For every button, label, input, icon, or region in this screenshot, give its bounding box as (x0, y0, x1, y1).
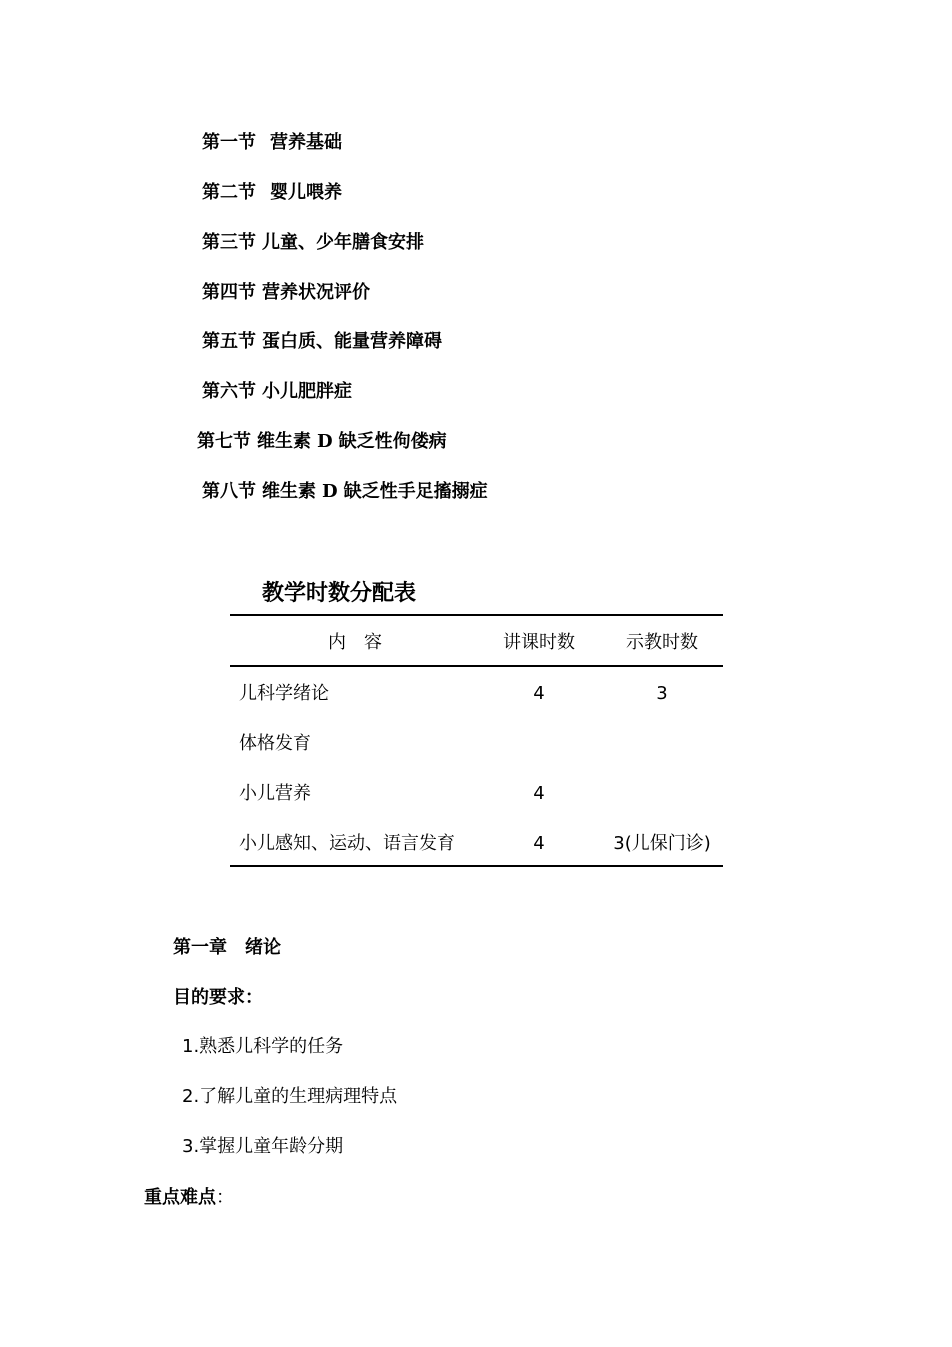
table-header-rule (230, 665, 723, 667)
section-1-num: 第一节 (202, 132, 256, 153)
key-points-label: 重点难点 (144, 1187, 216, 1208)
section-4 (202, 281, 370, 305)
section-8-title-d: D (322, 481, 338, 502)
table-cell-demo: 3 (656, 683, 668, 704)
section-5 (202, 330, 442, 354)
section-8 (202, 480, 488, 504)
table-cell-lecture: 4 (533, 833, 545, 854)
key-points-colon: ： (216, 1187, 234, 1208)
section-1 (202, 131, 342, 155)
section-8-title-b: 缺乏性手足搐搦症 (343, 481, 488, 502)
section-6 (202, 380, 352, 404)
table-cell-content: 小儿营养 (239, 783, 311, 804)
goal-item-1: 1.熟悉儿科学的任务 (182, 1036, 344, 1057)
goal-item-2: 2.了解儿童的生理病理特点 (182, 1086, 398, 1107)
goals-label: 目的要求： (173, 987, 263, 1008)
section-7-title-d: D (317, 431, 333, 452)
section-6-num: 第六节 (202, 381, 256, 402)
section-7 (197, 430, 447, 454)
section-4-title: 营养状况评价 (262, 282, 370, 303)
section-1-title: 营养基础 (270, 132, 342, 153)
section-2 (202, 181, 342, 205)
goal-item-3: 3.掌握儿童年龄分期 (182, 1136, 344, 1157)
section-3 (202, 231, 424, 255)
section-8-title-a: 维生素 (262, 481, 316, 502)
section-7-title-b: 缺乏性佝偻病 (338, 431, 447, 452)
section-7-title-a: 维生素 (257, 431, 311, 452)
section-2-title: 婴儿喂养 (270, 182, 342, 203)
table-cell-content: 小儿感知、运动、语言发育 (239, 833, 455, 854)
section-5-title: 蛋白质、能量营养障碍 (262, 331, 442, 352)
section-3-num: 第三节 (202, 232, 256, 253)
table-top-rule (230, 614, 723, 616)
table-header-lecture: 讲课时数 (503, 632, 575, 653)
table-cell-lecture: 4 (533, 783, 545, 804)
table-cell-lecture: 4 (533, 683, 545, 704)
section-5-num: 第五节 (202, 331, 256, 352)
section-7-num: 第七节 (197, 431, 251, 452)
table-cell-content: 体格发育 (239, 733, 311, 754)
table-cell-demo: 3(儿保门诊) (613, 833, 711, 854)
section-2-num: 第二节 (202, 182, 256, 203)
chapter-title: 第一章 绪论 (173, 937, 281, 958)
section-3-title: 儿童、少年膳食安排 (262, 232, 424, 253)
section-4-num: 第四节 (202, 282, 256, 303)
section-8-num: 第八节 (202, 481, 256, 502)
section-6-title: 小儿肥胖症 (262, 381, 352, 402)
table-header-content: 内 容 (328, 632, 382, 653)
key-points-heading (144, 1183, 234, 1209)
table-title: 教学时数分配表 (262, 581, 417, 606)
table-bottom-rule (230, 865, 723, 867)
table-header-demo: 示教时数 (626, 632, 698, 653)
table-cell-content: 儿科学绪论 (239, 683, 329, 704)
